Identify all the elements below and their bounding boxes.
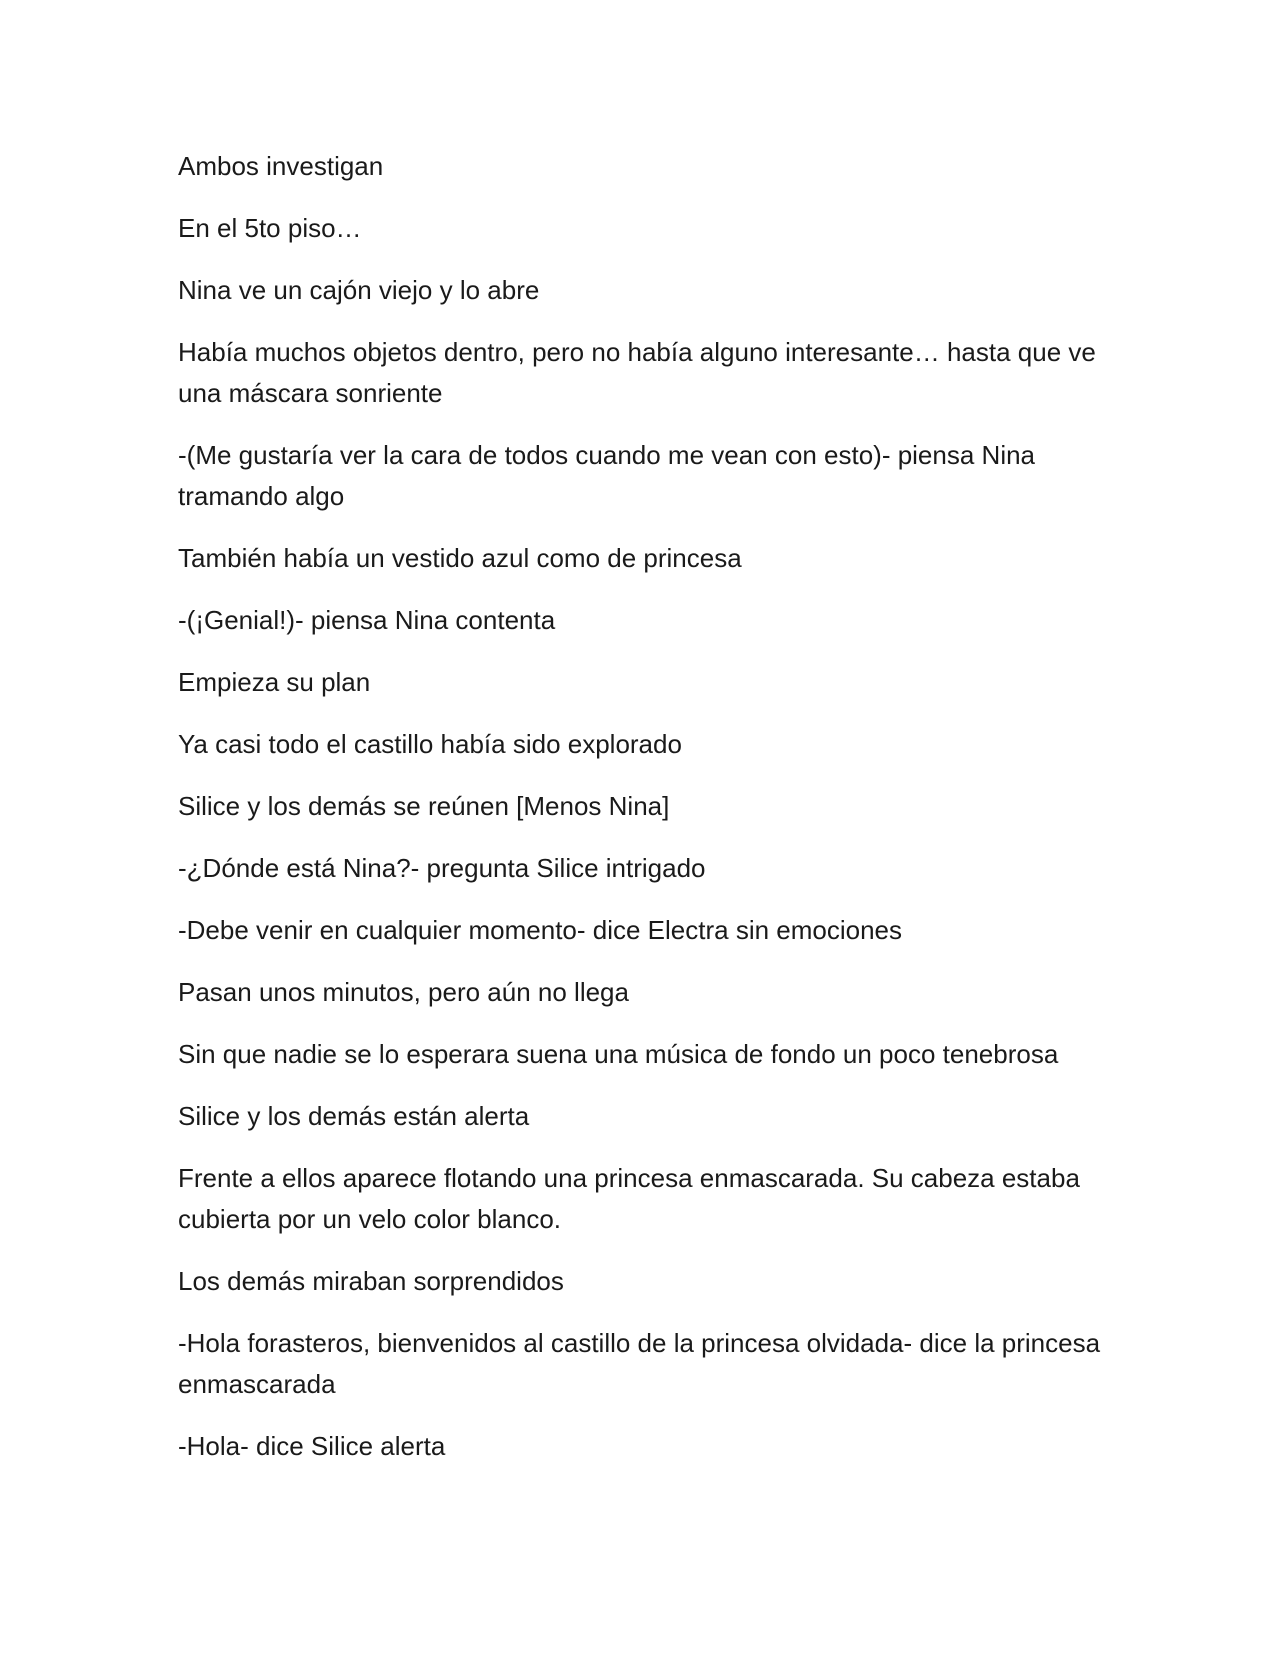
paragraph: Empieza su plan	[178, 667, 371, 697]
paragraph: -(¡Genial!)- piensa Nina contenta	[178, 605, 556, 635]
paragraph: Frente a ellos aparece flotando una princesa enmascarada. Su cabeza estaba cubierta por un velo color blanco.	[178, 1163, 1080, 1234]
paragraph: -Hola forasteros, bienvenidos al castillo de la princesa olvidada- dice la princesa enmascarada	[178, 1328, 1101, 1399]
paragraph: Sin que nadie se lo esperara suena una música de fondo un poco tenebrosa	[178, 1039, 1059, 1069]
paragraph: Ya casi todo el castillo había sido explorado	[178, 729, 682, 759]
paragraph: En el 5to piso…	[178, 213, 362, 243]
paragraph: Silice y los demás se reúnen [Menos Nina]	[178, 791, 670, 821]
paragraph: -Debe venir en cualquier momento- dice Electra sin emociones	[178, 915, 903, 945]
paragraph: Había muchos objetos dentro, pero no había alguno interesante… hasta que ve una máscara sonriente	[178, 337, 1096, 408]
paragraph: Nina ve un cajón viejo y lo abre	[178, 275, 540, 305]
paragraph: También había un vestido azul como de princesa	[178, 543, 742, 573]
paragraph: Silice y los demás están alerta	[178, 1101, 530, 1131]
paragraph: Los demás miraban sorprendidos	[178, 1266, 564, 1296]
paragraph: -(Me gustaría ver la cara de todos cuando me vean con esto)- piensa Nina tramando algo	[178, 440, 1036, 511]
document-body	[178, 146, 1108, 1488]
paragraph: -Hola- dice Silice alerta	[178, 1431, 446, 1461]
paragraph: Pasan unos minutos, pero aún no llega	[178, 977, 629, 1007]
paragraph: -¿Dónde está Nina?- pregunta Silice intrigado	[178, 853, 706, 883]
paragraph: Ambos investigan	[178, 151, 384, 181]
